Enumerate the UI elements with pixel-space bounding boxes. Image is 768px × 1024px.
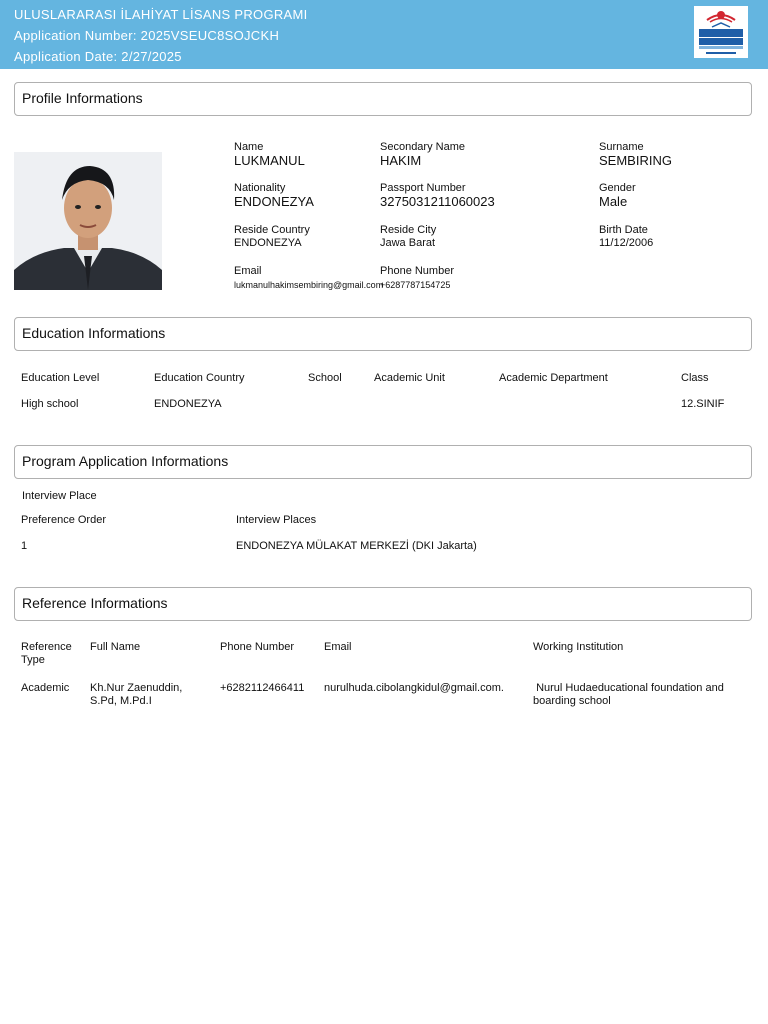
reference-type-header: Reference Type xyxy=(21,641,72,666)
email-header: Email xyxy=(324,641,352,653)
reference-email-value: nurulhuda.cibolangkidul@gmail.com. xyxy=(324,682,504,694)
gender-value: Male xyxy=(599,194,628,209)
application-number: Application Number: 2025VSEUC8SOJCKH xyxy=(14,28,280,43)
application-date: Application Date: 2/27/2025 xyxy=(14,49,182,64)
phone-value: +6287787154725 xyxy=(380,280,451,290)
page-header xyxy=(0,0,768,69)
academic-department-header: Academic Department xyxy=(499,372,608,384)
name-value: LUKMANUL xyxy=(234,153,305,168)
academic-unit-header: Academic Unit xyxy=(374,372,445,384)
program-section-header xyxy=(14,445,752,479)
education-section-header xyxy=(14,317,752,351)
working-institution-value: Nurul Hudaeducational foundation and boarding school xyxy=(533,682,727,707)
education-country-value: ENDONEZYA xyxy=(154,398,222,410)
reside-country-value: ENDONEZYA xyxy=(234,237,302,249)
birth-date-value: 11/12/2006 xyxy=(599,237,654,249)
profile-section-header xyxy=(14,82,752,116)
phone-number-header: Phone Number xyxy=(220,641,294,653)
birth-date-label: Birth Date xyxy=(599,224,648,236)
section-title: Profile Informations xyxy=(22,90,143,106)
working-institution-header: Working Institution xyxy=(533,641,624,653)
reside-city-value: Jawa Barat xyxy=(380,237,436,249)
surname-value: SEMBIRING xyxy=(599,153,672,168)
education-country-header: Education Country xyxy=(154,372,245,384)
section-title: Education Informations xyxy=(22,325,166,341)
reside-city-label: Reside City xyxy=(380,224,437,236)
applicant-photo xyxy=(14,152,162,290)
program-title: ULUSLARARASI İLAHİYAT LİSANS PROGRAMI xyxy=(14,7,308,22)
surname-label: Surname xyxy=(599,141,644,153)
education-level-value: High school xyxy=(21,398,79,410)
interview-place-label: Interview Place xyxy=(22,490,97,502)
reference-phone-value: +6282112466411 xyxy=(220,682,305,694)
gender-label: Gender xyxy=(599,182,636,194)
passport-value: 3275031211060023 xyxy=(380,194,495,209)
secondary-name-value: HAKIM xyxy=(380,153,422,168)
interview-places-header: Interview Places xyxy=(236,514,317,526)
secondary-name-label: Secondary Name xyxy=(380,141,465,153)
school-header: School xyxy=(308,372,342,384)
name-label: Name xyxy=(234,141,264,153)
section-title: Reference Informations xyxy=(22,595,168,611)
email-value: lukmanulhakimsembiring@gmail.com xyxy=(234,280,384,290)
education-level-header: Education Level xyxy=(21,372,100,384)
reside-country-label: Reside Country xyxy=(234,224,310,236)
full-name-value: Kh.Nur Zaenuddin, S.Pd, M.Pd.I xyxy=(90,682,183,707)
phone-label: Phone Number xyxy=(380,265,454,277)
passport-label: Passport Number xyxy=(380,182,466,194)
nationality-value: ENDONEZYA xyxy=(234,194,314,209)
diyanet-logo xyxy=(694,6,748,58)
interview-places-value: ENDONEZYA MÜLAKAT MERKEZİ (DKI Jakarta) xyxy=(236,540,477,552)
preference-order-value: 1 xyxy=(21,540,28,552)
reference-section-header xyxy=(14,587,752,621)
full-name-header: Full Name xyxy=(90,641,141,653)
class-value: 12.SINIF xyxy=(681,398,725,410)
nationality-label: Nationality xyxy=(234,182,286,194)
section-title: Program Application Informations xyxy=(22,453,229,469)
email-label: Email xyxy=(234,265,262,277)
class-header: Class xyxy=(681,372,709,384)
preference-order-header: Preference Order xyxy=(21,514,106,526)
reference-type-value: Academic xyxy=(21,682,70,694)
